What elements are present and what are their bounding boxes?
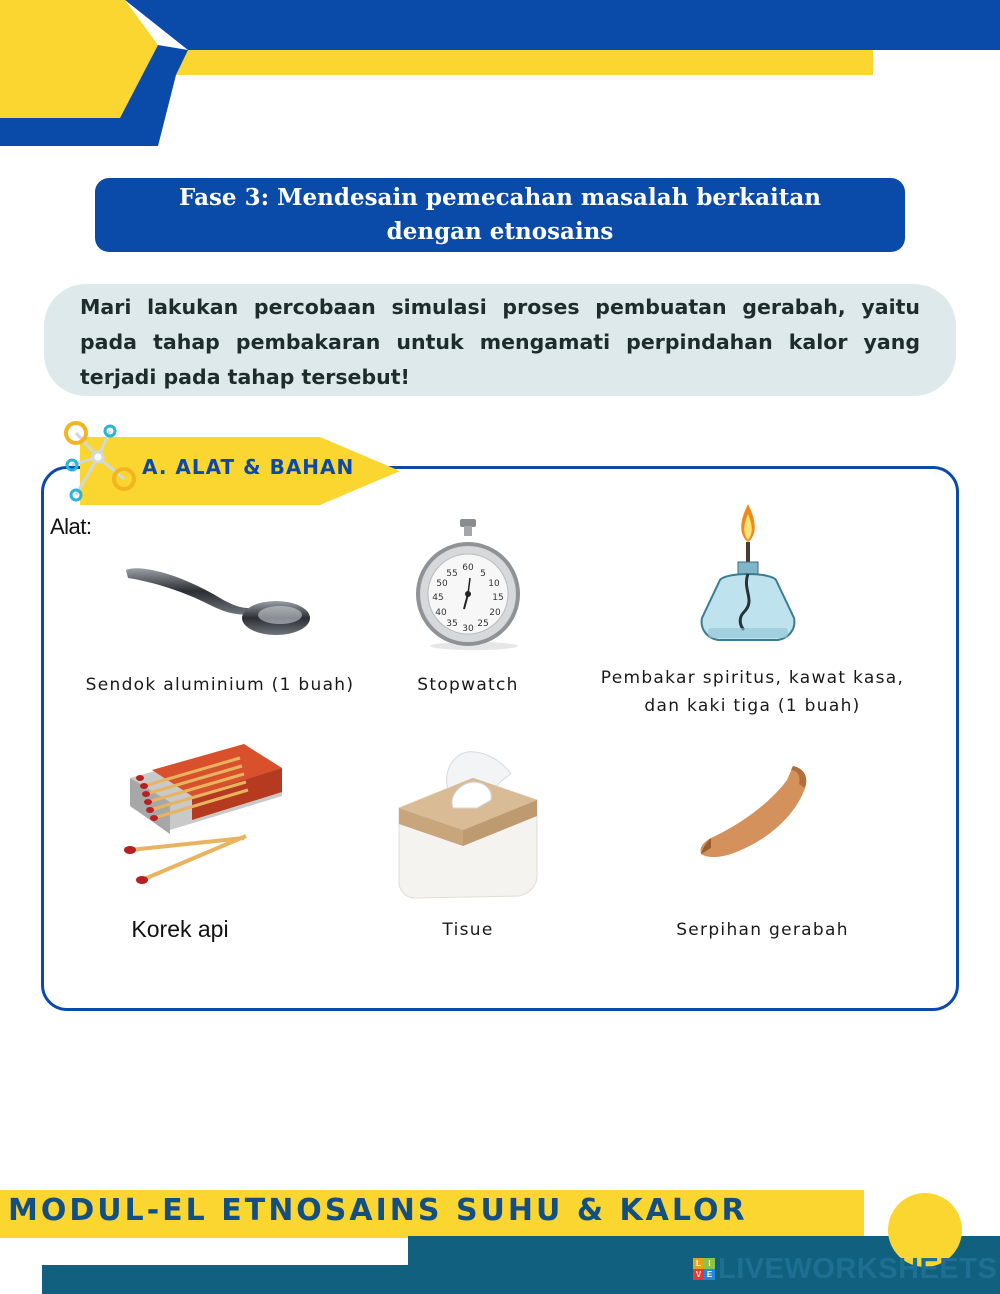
intro-text: Mari lakukan percobaan simulasi proses pembuatan gerabah, yaitu pada tahap pembakaran untuk mengamati perpindahan kalor yang terjadi pada tahap tersebut! xyxy=(44,284,956,396)
stopwatch-number: 55 xyxy=(446,569,458,579)
stopwatch-number: 15 xyxy=(492,593,504,603)
item-caption-pottery-shard: Serpihan gerabah xyxy=(676,920,849,940)
item-caption-line: Pembakar spiritus, kawat kasa, xyxy=(600,668,905,688)
stopwatch-number: 25 xyxy=(477,619,489,629)
item-caption-spoon: Sendok aluminium (1 buah) xyxy=(85,675,355,695)
alat-label: Alat: xyxy=(50,514,92,539)
stopwatch-number: 50 xyxy=(436,579,448,589)
pottery-shard-icon xyxy=(695,762,813,862)
stopwatch-number: 40 xyxy=(435,608,447,618)
header-decoration xyxy=(0,0,1000,150)
stopwatch-number: 30 xyxy=(462,624,474,634)
item-caption-stopwatch: Stopwatch xyxy=(417,675,519,695)
footer-title: MODUL-EL ETNOSAINS SUHU & KALOR xyxy=(8,1193,748,1228)
phase-title-line2: dengan etnosains xyxy=(386,218,614,245)
logo-letter: L xyxy=(693,1258,704,1269)
stopwatch-number: 20 xyxy=(489,608,501,618)
item-caption-spirit-burner xyxy=(580,664,925,720)
stopwatch-number: 60 xyxy=(462,563,474,573)
phase-title-banner xyxy=(95,178,905,252)
logo-letter: E xyxy=(704,1269,715,1280)
molecule-icon xyxy=(58,415,140,507)
matchbox-icon xyxy=(122,740,287,890)
tissue-box-icon xyxy=(393,748,543,903)
stopwatch-number: 10 xyxy=(488,579,500,589)
item-caption-matchbox: Korek api xyxy=(131,916,229,942)
logo-letter: V xyxy=(693,1269,704,1280)
section-title: A. ALAT & BAHAN xyxy=(142,455,355,479)
logo-letter: I xyxy=(704,1258,715,1269)
liveworksheets-brand[interactable]: LIVEWORKSHEETS xyxy=(718,1253,998,1285)
item-caption-line: dan kaki tiga (1 buah) xyxy=(644,696,861,716)
spirit-burner-icon xyxy=(698,500,808,645)
stopwatch-number: 45 xyxy=(432,593,444,603)
liveworksheets-logo-icon xyxy=(693,1258,715,1280)
stopwatch-icon xyxy=(408,516,548,651)
item-caption-tissue: Tisue xyxy=(442,920,494,940)
stopwatch-number: 5 xyxy=(480,569,486,579)
phase-title-line1: Fase 3: Mendesain pemecahan masalah berkaitan xyxy=(179,184,821,211)
spoon-icon xyxy=(120,560,315,640)
stopwatch-number: 35 xyxy=(446,619,458,629)
